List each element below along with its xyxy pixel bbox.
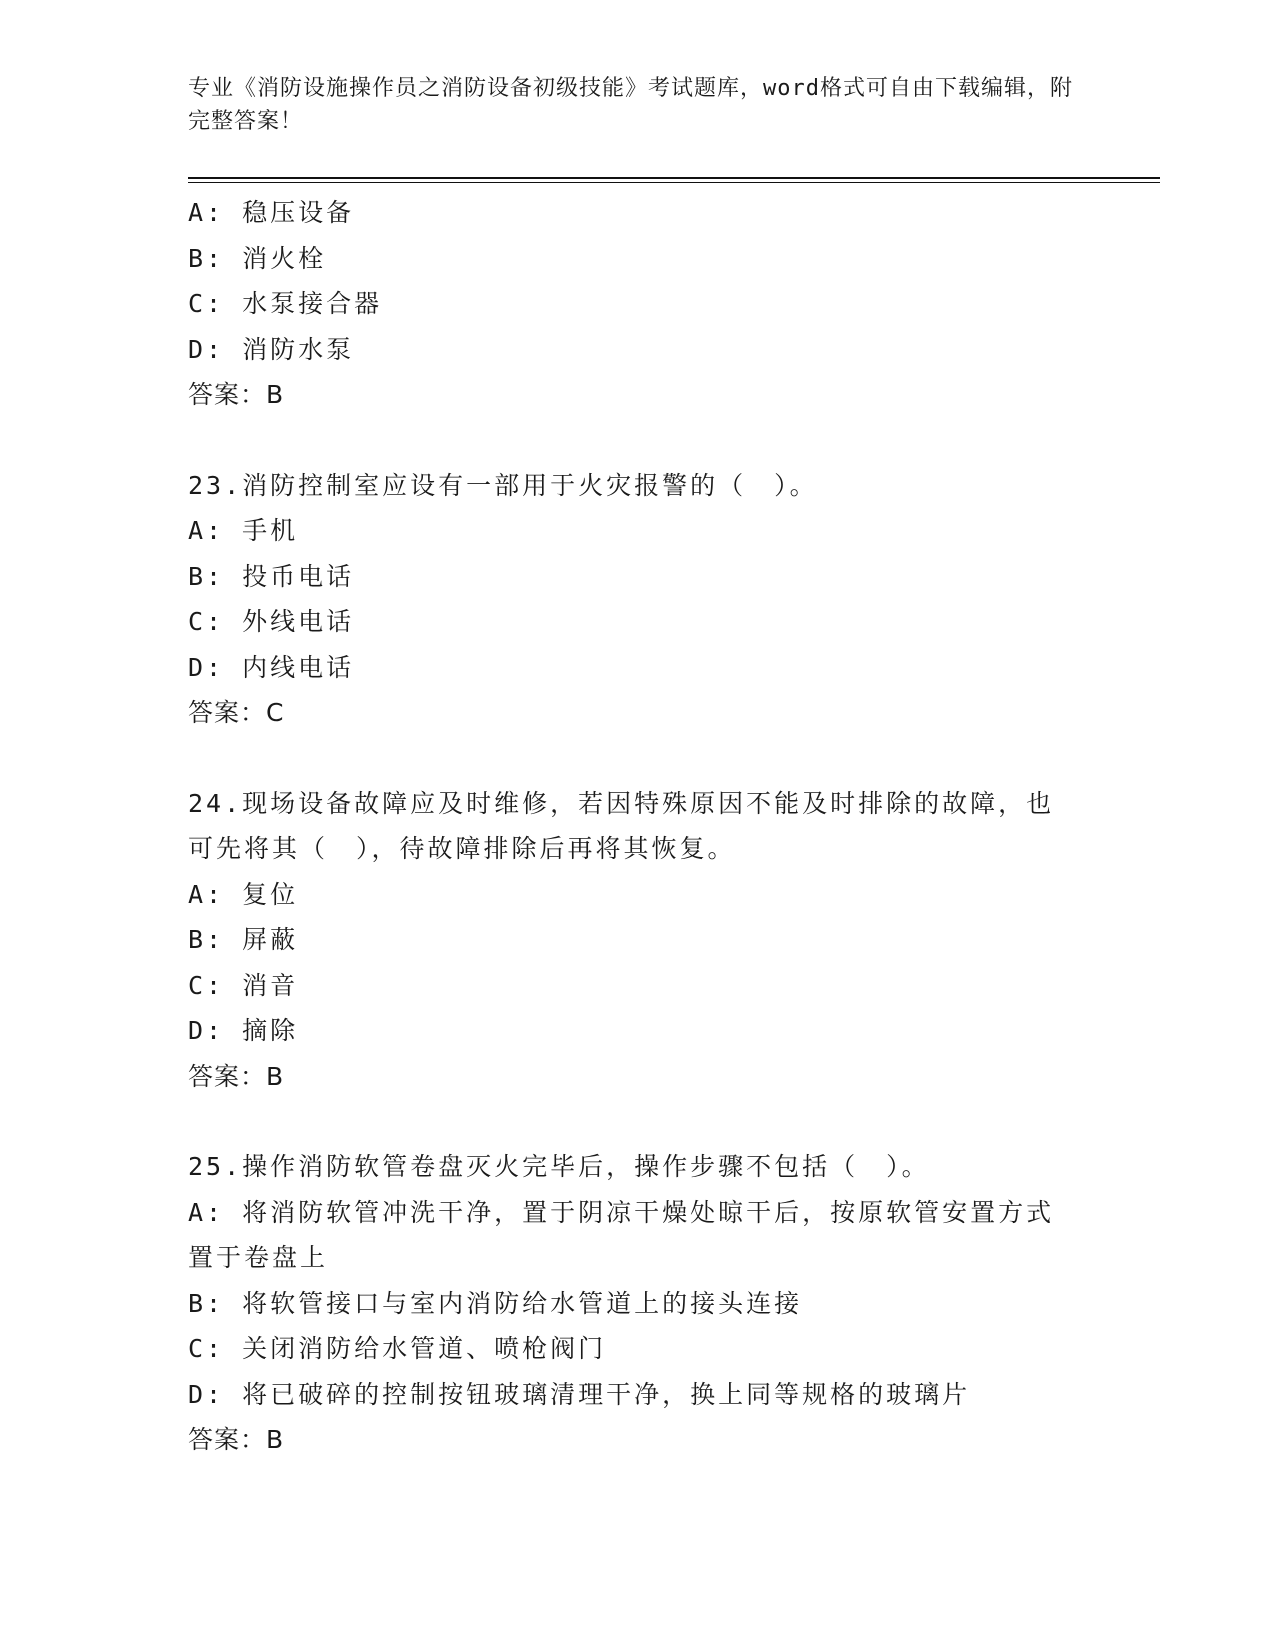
option-a: A: 手机 (188, 516, 299, 545)
question-text: 23.消防控制室应设有一部用于火灾报警的（ ）。 (188, 470, 818, 500)
question-24 (188, 781, 1088, 1100)
option-a-line-1: A: 将消防软管冲洗干净，置于阴凉干燥处晾干后，按原软管安置方式 (188, 1197, 1055, 1227)
option-b: B: 将软管接口与室内消防给水管道上的接头连接 (188, 1288, 803, 1318)
option-b: B: 投币电话 (188, 561, 355, 591)
spacer (188, 1099, 1088, 1144)
option-a: A: 复位 (188, 879, 299, 909)
answer: 答案：B (188, 1425, 285, 1454)
option-c: C: 外线电话 (188, 607, 355, 636)
question-23 (188, 463, 1088, 736)
question-text: 25.操作消防软管卷盘灭火完毕后，操作步骤不包括（ ）。 (188, 1152, 930, 1181)
question-text-line-1: 24.现场设备故障应及时维修，若因特殊原因不能及时排除的故障，也 (188, 788, 1055, 818)
option-d: D: 消防水泵 (188, 334, 355, 364)
answer: 答案：C (188, 698, 285, 727)
option-a: A: 稳压设备 (188, 198, 355, 227)
document-header: 专业《消防设施操作员之消防设备初级技能》考试题库，word格式可自由下载编辑，附完整答案！ (188, 76, 1073, 134)
header-divider (188, 177, 1160, 183)
spacer (188, 418, 1088, 463)
option-c: C: 水泵接合器 (188, 289, 383, 318)
spacer (188, 736, 1088, 781)
option-c: C: 关闭消防给水管道、喷枪阀门 (188, 1334, 607, 1363)
option-d: D: 内线电话 (188, 652, 355, 682)
question-text-line-2: 可先将其（ ），待故障排除后再将其恢复。 (188, 834, 736, 863)
question-25 (188, 1144, 1088, 1463)
option-b: B: 屏蔽 (188, 925, 299, 954)
option-d: D: 摘除 (188, 1016, 299, 1045)
option-a-line-2: 置于卷盘上 (188, 1243, 329, 1272)
option-b: B: 消火栓 (188, 243, 327, 273)
question-list (188, 190, 1088, 1463)
option-c: C: 消音 (188, 970, 299, 1000)
answer: 答案：B (188, 1061, 285, 1091)
option-d: D: 将已破碎的控制按钮玻璃清理干净，换上同等规格的玻璃片 (188, 1379, 971, 1409)
answer: 答案：B (188, 380, 285, 409)
question-22 (188, 190, 1088, 418)
